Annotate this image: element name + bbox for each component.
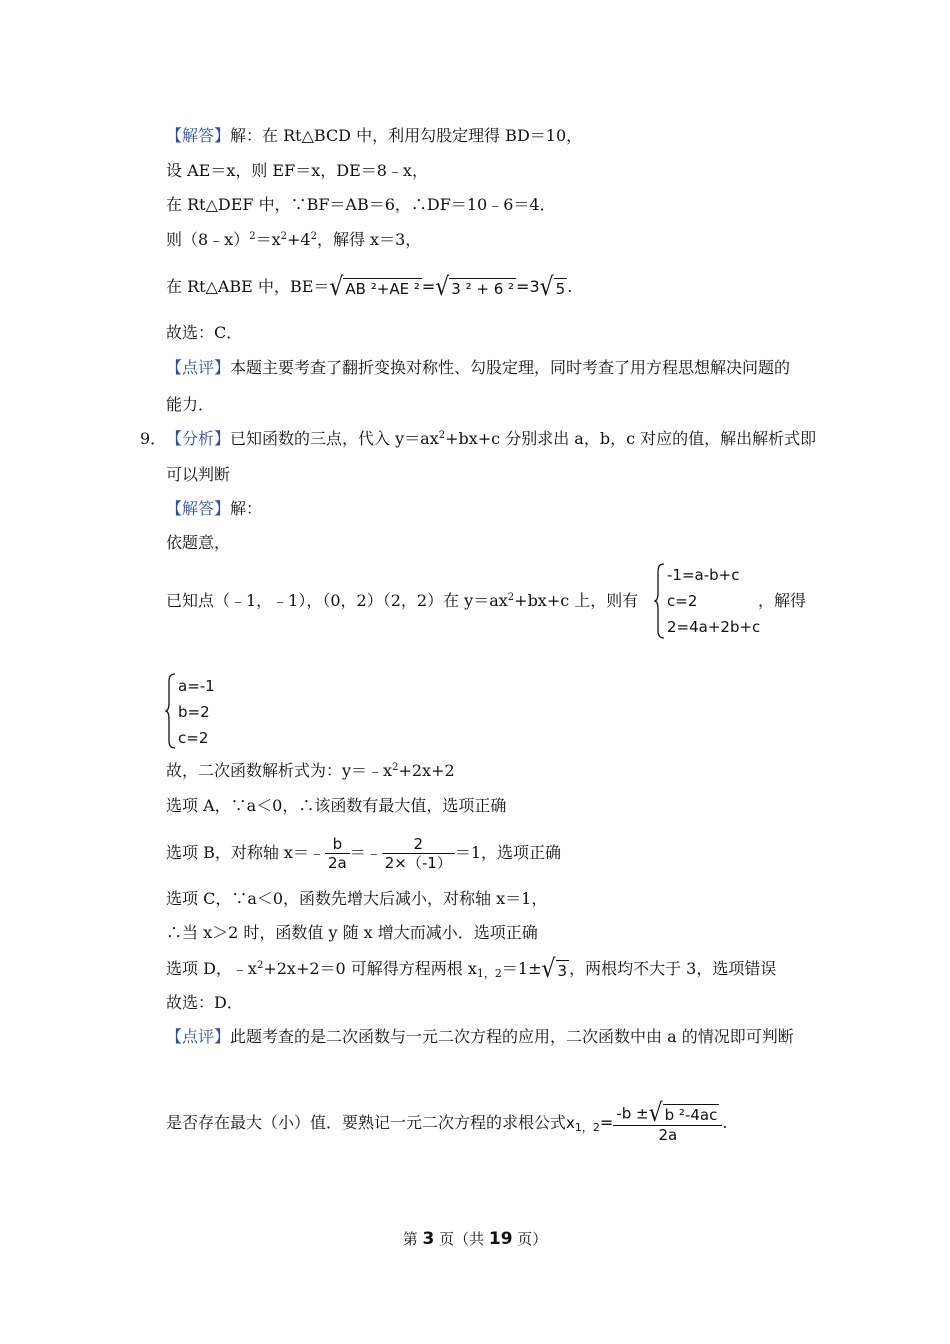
answer-line-5: 在 Rt△ABE 中，BE＝√ AB ²+AE ² =√ 3 ² + 6 ² =3√ 5 . bbox=[166, 273, 573, 302]
sqrt-3-6: √ 3 ² + 6 ² bbox=[435, 273, 515, 302]
brace-left-2 bbox=[165, 673, 177, 749]
question-9-number: 9． bbox=[140, 429, 167, 448]
option-b: 选项 B，对称轴 x＝﹣ $\frac{b}{2a}$ ＝﹣ $\frac{2}{2\times(-1)}$ ＝1，选项正确 bbox=[166, 835, 561, 872]
answer-line-2: 设 AE＝x，则 EF＝x，DE＝8﹣x， bbox=[166, 161, 428, 180]
comment-line-1: 【点评】本题主要考查了翻折变换对称性、勾股定理，同时考查了用方程思想解决问题的 bbox=[166, 358, 791, 377]
answer-line-3: 在 Rt△DEF 中，∵BF＝AB＝6，∴DF＝10﹣6＝4． bbox=[166, 195, 556, 214]
answer9-solve: ，解得 bbox=[758, 591, 807, 610]
answer-line-4: 则$(8﹣x)^2=x^2+4^2$，解得 x＝3， bbox=[166, 230, 422, 249]
answer9-expression: 故，二次函数解析式为：$y=﹣x^2+2x+2$ bbox=[166, 761, 455, 780]
comment9-line-1: 【点评】此题考查的是二次函数与一元二次方程的应用，二次函数中由 a 的情况即可判断 bbox=[166, 1027, 794, 1046]
page-number: 3 bbox=[422, 1229, 435, 1249]
quadratic-formula: $\frac{\text{-b ±√ b ²-4ac}}{2a}$ bbox=[613, 1103, 722, 1144]
page-footer: 第 3 页（共 19 页） bbox=[402, 1229, 548, 1249]
equation-system-1: -1=a-b+c c=2 2=4a+2b+c bbox=[667, 566, 761, 636]
comment9-line-2: 是否存在最大（小）值．要熟记一元二次方程的求根公式$x_{1,2}=$ $\frac{\text{-b ±√ b ²-4ac}}{2a}$ . bbox=[166, 1099, 728, 1144]
sqrt-ab-ae: √ AB ²+AE ² bbox=[329, 273, 420, 302]
brace-left-1 bbox=[654, 563, 666, 639]
answer-line-1: 【解答】解：在 Rt△BCD 中，利用勾股定理得 BD＝10， bbox=[166, 126, 583, 145]
page-total: 19 bbox=[488, 1229, 513, 1249]
comment-tag: 【点评】 bbox=[166, 358, 231, 377]
comment-tag: 【点评】 bbox=[166, 1027, 231, 1046]
sqrt-3: √ 3 bbox=[541, 955, 568, 984]
fraction-2-over-2x-1: $\frac{2}{2\times(-1)}$ bbox=[382, 835, 455, 872]
answer-tag: 【解答】 bbox=[166, 126, 231, 145]
analysis-tag: 【分析】 bbox=[166, 429, 231, 448]
answer9-heading: 【解答】解： bbox=[166, 499, 263, 518]
option-c-cont: ∴当 x＞2 时，函数值 y 随 x 增大而减小．选项正确 bbox=[166, 923, 538, 942]
analysis-line-2: 可以判断 bbox=[166, 465, 231, 484]
answer-choice: 故选：C． bbox=[166, 323, 243, 342]
equation-system-2: a=-1 b=2 c=2 bbox=[178, 677, 215, 747]
sqrt-5: √ 5 bbox=[539, 273, 566, 302]
answer9-choice: 故选：D． bbox=[166, 993, 243, 1012]
option-d: 选项 D，$﹣x^2+2x+2=0$ 可解得方程两根 $x_{1,2}=1\pm√$ 3 ，两根均不大于 3，选项错误 bbox=[166, 955, 777, 984]
fraction-b-2a: $\frac{b}{2a}$ bbox=[325, 835, 350, 872]
answer9-line-1: 依题意， bbox=[166, 533, 231, 552]
option-c: 选项 C，∵a＜0，函数先增大后减小，对称轴 x＝1， bbox=[166, 889, 548, 908]
option-a: 选项 A，∵a＜0，∴该函数有最大值，选项正确 bbox=[166, 796, 507, 815]
answer-tag: 【解答】 bbox=[166, 499, 231, 518]
analysis-line-1: 【分析】已知函数的三点，代入 $y=ax^2+bx+c$ 分别求出 a，b，c 对应的值，解出解析式即 bbox=[166, 429, 817, 448]
answer9-line-2: 已知点（﹣1，﹣1），（0，2）（2，2）在 $y=ax^2+bx+c$ 上，则有 bbox=[166, 591, 639, 610]
comment-line-2: 能力． bbox=[166, 395, 215, 414]
